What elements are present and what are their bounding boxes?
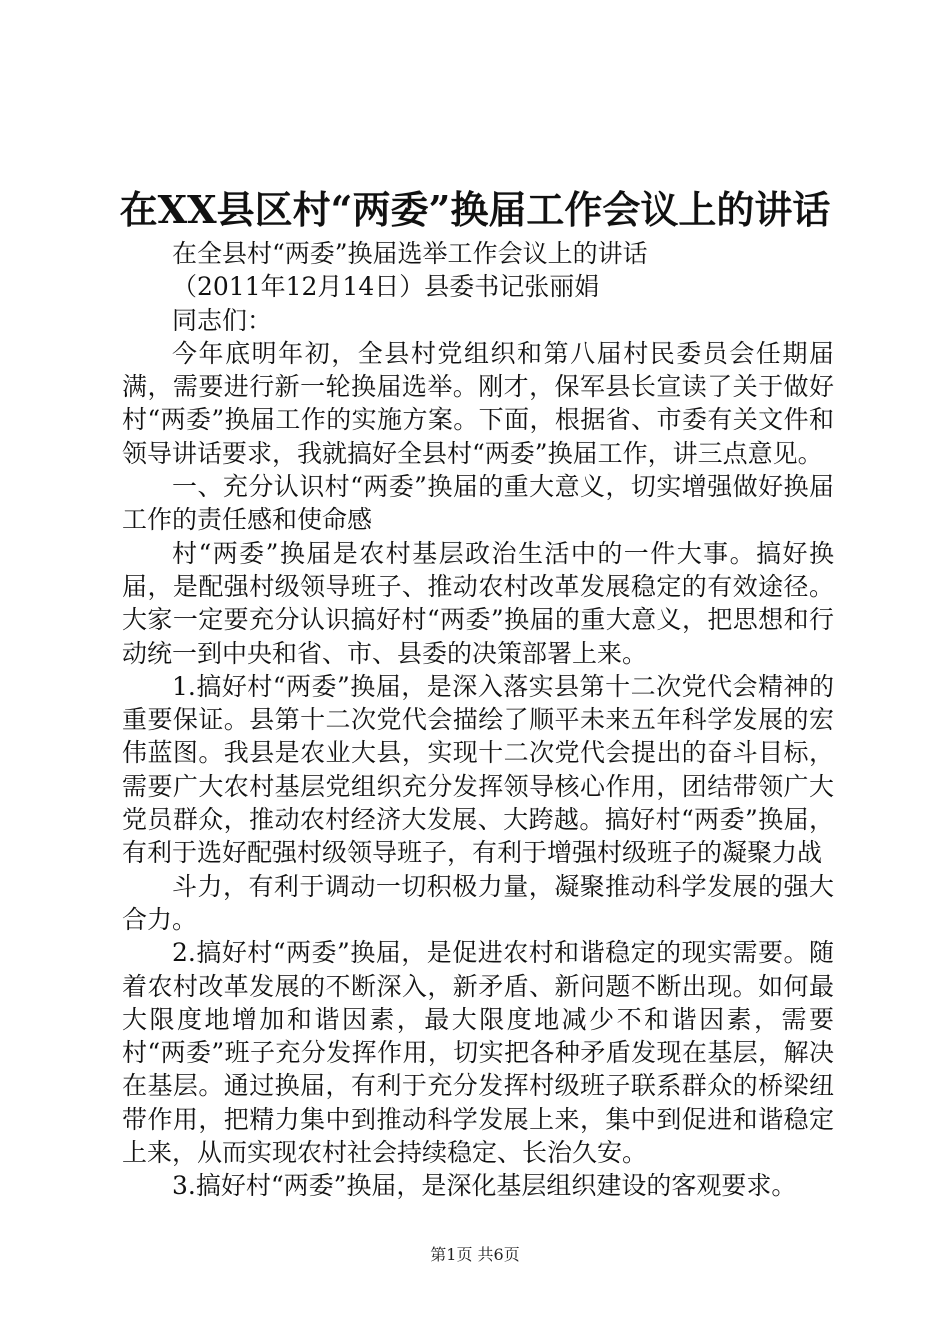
section-heading: 一、充分认识村“两委”换届的重大意义，切实增强做好换届工作的责任感和使命感 [122,472,834,535]
speech-date-speaker: （2011年12月14日）县委书记张丽娟 [172,272,600,302]
body-paragraph: 村“两委”换届是农村基层政治生活中的一件大事。搞好换届，是配强村级领导班子、推动农村改革发展稳定的有效途径。大家一定要充分认识搞好村“两委”换届的重大意义，把思想和行动统一到中央和省、市、县委的决策部署上来。 [122,538,834,668]
body-paragraph: 3.搞好村“两委”换届，是深化基层组织建设的客观要求。 [172,1171,797,1201]
document-title: 在XX县区村“两委”换届工作会议上的讲话 [119,187,831,232]
speech-subtitle: 在全县村“两委”换届选举工作会议上的讲话 [172,239,648,268]
document-body [122,237,834,1203]
page-number: 第1页 共6页 [430,1245,520,1264]
salutation: 同志们： [172,305,273,335]
body-paragraph: 1.搞好村“两委”换届，是深入落实县第十二次党代会精神的重要保证。县第十二次党代会描绘了顺平未来五年科学发展的宏伟蓝图。我县是农业大县，实现十二次党代会提出的奋斗目标，需要广大农村基层党组织充分发挥领导核心作用，团结带领广大党员群众，推动农村经济大发展、大跨越。搞好村“两委”换届，有利于选好配强村级领导班子，有利于增强村级班子的凝聚力战 [122,671,834,868]
body-paragraph: 今年底明年初，全县村党组织和第八届村民委员会任期届满，需要进行新一轮换届选举。刚才，保军县长宣读了关于做好村“两委”换届工作的实施方案。下面，根据省、市委有关文件和领导讲话要求，我就搞好全县村“两委”换届工作，讲三点意见。 [122,338,834,468]
body-paragraph: 2.搞好村“两委”换届，是促进农村和谐稳定的现实需要。随着农村改革发展的不断深入，新矛盾、新问题不断出现。如何最大限度地增加和谐因素，最大限度地减少不和谐因素，需要村“两委”班子充分发挥作用，切实把各种矛盾发现在基层，解决在基层。通过换届，有利于充分发挥村级班子联系群众的桥梁纽带作用，把精力集中到推动科学发展上来，集中到促进和谐稳定上来，从而实现农村社会持续稳定、长治久安。 [122,938,834,1168]
body-paragraph: 斗力，有利于调动一切积极力量，凝聚推动科学发展的强大合力。 [122,871,834,934]
